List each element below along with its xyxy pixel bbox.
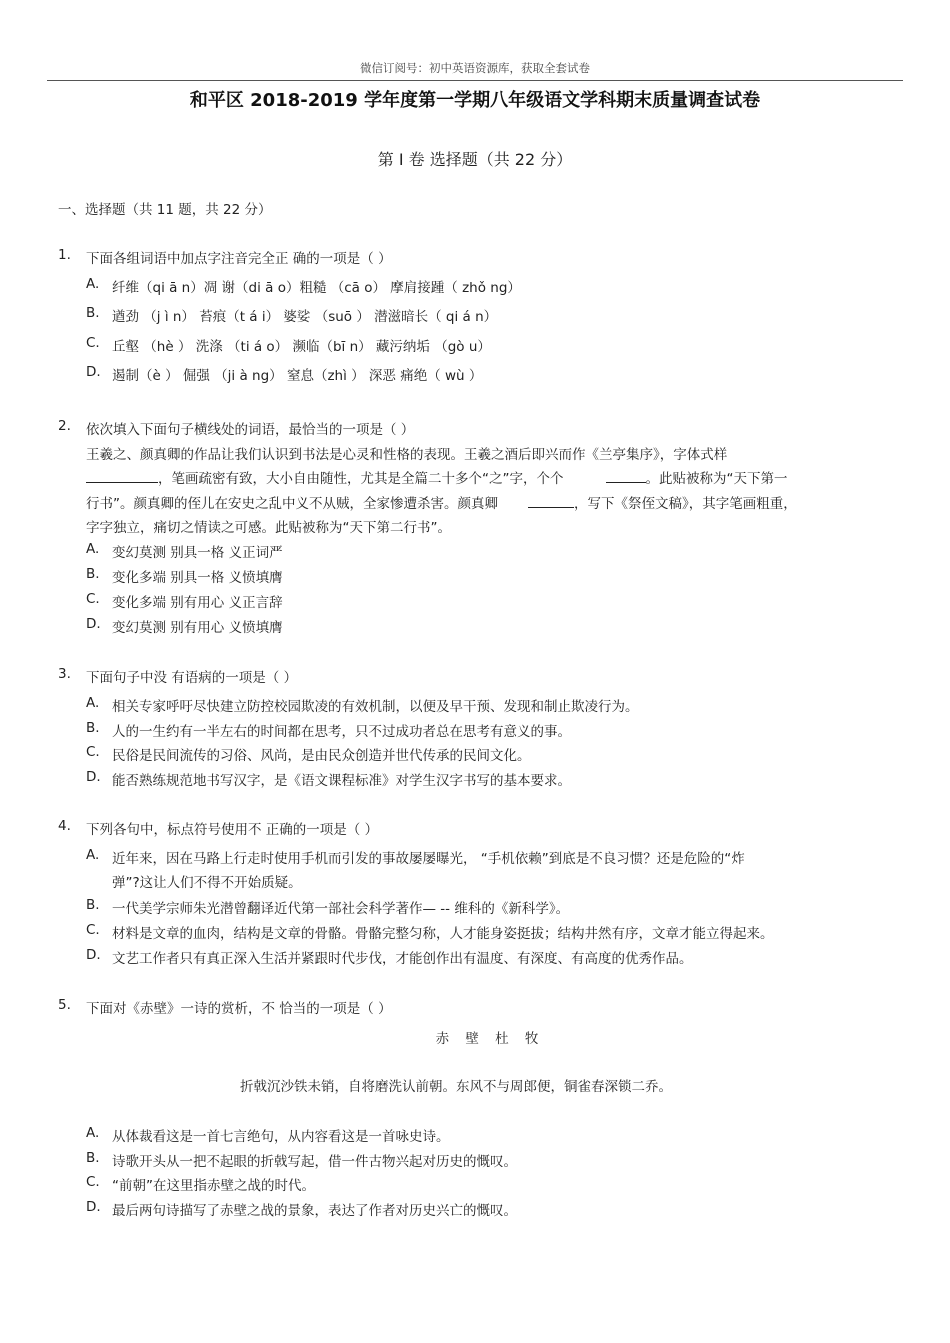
q2-passage-line: 王羲之、颜真卿的作品让我们认识到书法是心灵和性格的表现。王羲之酒后即兴而作《兰亭集序》，字体式样: [86, 447, 728, 463]
option-letter: D.: [86, 616, 101, 632]
question-5-text: 下面对《赤壁》一诗的赏析，不 恰当的一项是（ ）: [86, 1001, 392, 1017]
question-4-text: 下列各句中，标点符号使用不 正确的一项是（ ）: [86, 822, 379, 838]
option-letter: C.: [86, 335, 100, 351]
exam-title: 和平区 2018-2019 学年度第一学期八年级语文学科期末质量调查试卷: [189, 90, 761, 111]
option-letter: B.: [86, 305, 100, 321]
part-title: 一、选择题（共 11 题，共 22 分）: [58, 202, 272, 218]
option-letter: D.: [86, 769, 101, 785]
passage-segment: 行书”。颜真卿的侄儿在安史之乱中义不从贼，全家惨遭杀害。颜真卿: [86, 496, 498, 512]
q5-option-c: “前朝”在这里指赤壁之战的时代。: [112, 1178, 315, 1194]
option-letter: B.: [86, 720, 100, 736]
q2-option-a: 变幻莫测 别具一格 义正词严: [112, 545, 283, 561]
q4-option-c: 材料是文章的血肉，结构是文章的骨骼。骨骼完整匀称，人才能身姿挺拔；结构井然有序，文章才能立得起来。: [112, 926, 774, 942]
q1-option-d: 遏制（è ） 倔强 （ji à ng） 窒息（zhì ） 深恶 痛绝（ wù ）: [112, 368, 483, 384]
option-letter: B.: [86, 566, 100, 582]
question-number: 3.: [58, 666, 71, 682]
fill-blank: [86, 468, 158, 483]
option-letter: D.: [86, 364, 101, 380]
option-letter: A.: [86, 276, 100, 292]
option-letter: D.: [86, 1199, 101, 1215]
fill-blank: [606, 468, 646, 483]
q2-passage-line: 字字独立，痛切之情读之可感。此贴被称为“天下第二行书”。: [86, 520, 451, 536]
passage-segment: 。此贴被称为“天下第一: [645, 471, 788, 487]
option-letter: A.: [86, 847, 100, 863]
q5-option-d: 最后两句诗描写了赤壁之战的景象，表达了作者对历史兴亡的慨叹。: [112, 1203, 517, 1219]
q1-option-a: 纤维（qi ā n）凋 谢（di ā o）粗糙 （cā o） 摩肩接踵（ zhǒ ng）: [112, 280, 521, 296]
option-letter: C.: [86, 922, 100, 938]
option-letter: D.: [86, 947, 101, 963]
header-divider: [47, 80, 903, 81]
option-letter: B.: [86, 1150, 100, 1166]
option-letter: A.: [86, 1125, 100, 1141]
q1-option-b: 遒劲 （j ì n） 苔痕（t á i） 婆娑 （suō ） 潜滋暗长（ qi á n）: [112, 309, 498, 325]
q2-passage-line: [86, 492, 797, 512]
q5-option-b: 诗歌开头从一把不起眼的折戟写起，借一件古物兴起对历史的慨叹。: [112, 1154, 517, 1170]
question-number: 1.: [58, 247, 71, 263]
option-letter: C.: [86, 1174, 100, 1190]
fill-blank: [528, 493, 574, 508]
q4-option-d: 文艺工作者只有真正深入生活并紧跟时代步伐，才能创作出有温度、有深度、有高度的优秀作品。: [112, 951, 693, 967]
q1-option-c: 丘壑 （hè ） 洗涤 （ti á o） 濒临（bī n） 藏污纳垢 （gò u）: [112, 339, 491, 355]
q2-passage-line: [86, 467, 788, 487]
option-letter: B.: [86, 897, 100, 913]
question-2-text: 依次填入下面句子横线处的词语，最恰当的一项是（ ）: [86, 422, 415, 438]
q2-option-c: 变化多端 别有用心 义正言辞: [112, 595, 283, 611]
section-title: 第 I 卷 选择题（共 22 分）: [377, 150, 573, 169]
q4-option-a: 近年来，因在马路上行走时使用手机而引发的事故屡屡曝光， “手机依赖”到底是不良习惯？还是危险的“炸: [112, 851, 745, 867]
option-letter: C.: [86, 744, 100, 760]
header-note: 微信订阅号：初中英语资源库，获取全套试卷: [360, 61, 590, 75]
q3-option-a: 相关专家呼吁尽快建立防控校园欺凌的有效机制，以便及早干预、发现和制止欺凌行为。: [112, 699, 639, 715]
q2-option-b: 变化多端 别具一格 义愤填膺: [112, 570, 283, 586]
q4-option-b: 一代美学宗师朱光潜曾翻译近代第一部社会科学著作— -- 维科的《新科学》。: [112, 901, 570, 917]
question-1-text: 下面各组词语中加点字注音完全正 确的一项是（ ）: [86, 251, 392, 267]
question-number: 5.: [58, 997, 71, 1013]
q5-option-a: 从体裁看这是一首七言绝句，从内容看这是一首咏史诗。: [112, 1129, 450, 1145]
passage-segment: ，笔画疏密有致，大小自由随性，尤其是全篇二十多个“之”字，个个: [158, 471, 564, 487]
question-number: 2.: [58, 418, 71, 434]
q3-option-b: 人的一生约有一半左右的时间都在思考，只不过成功者总在思考有意义的事。: [112, 724, 571, 740]
q3-option-c: 民俗是民间流传的习俗、风尚，是由民众创造并世代传承的民间文化。: [112, 748, 531, 764]
passage-segment: ，写下《祭侄文稿》，其字笔画粗重，: [574, 496, 797, 512]
option-letter: A.: [86, 541, 100, 557]
option-letter: A.: [86, 695, 100, 711]
option-letter: C.: [86, 591, 100, 607]
poem-text: 折戟沉沙铁未销，自将磨洗认前朝。东风不与周郎便，铜雀春深锁二乔。: [240, 1079, 672, 1095]
poem-title: 赤 壁 杜 牧: [435, 1031, 545, 1047]
q2-option-d: 变幻莫测 别有用心 义愤填膺: [112, 620, 283, 636]
q4-option-a-continued: 弹”?这让人们不得不开始质疑。: [112, 875, 302, 891]
question-3-text: 下面句子中没 有语病的一项是（ ）: [86, 670, 298, 686]
question-number: 4.: [58, 818, 71, 834]
q3-option-d: 能否熟练规范地书写汉字，是《语文课程标准》对学生汉字书写的基本要求。: [112, 773, 571, 789]
